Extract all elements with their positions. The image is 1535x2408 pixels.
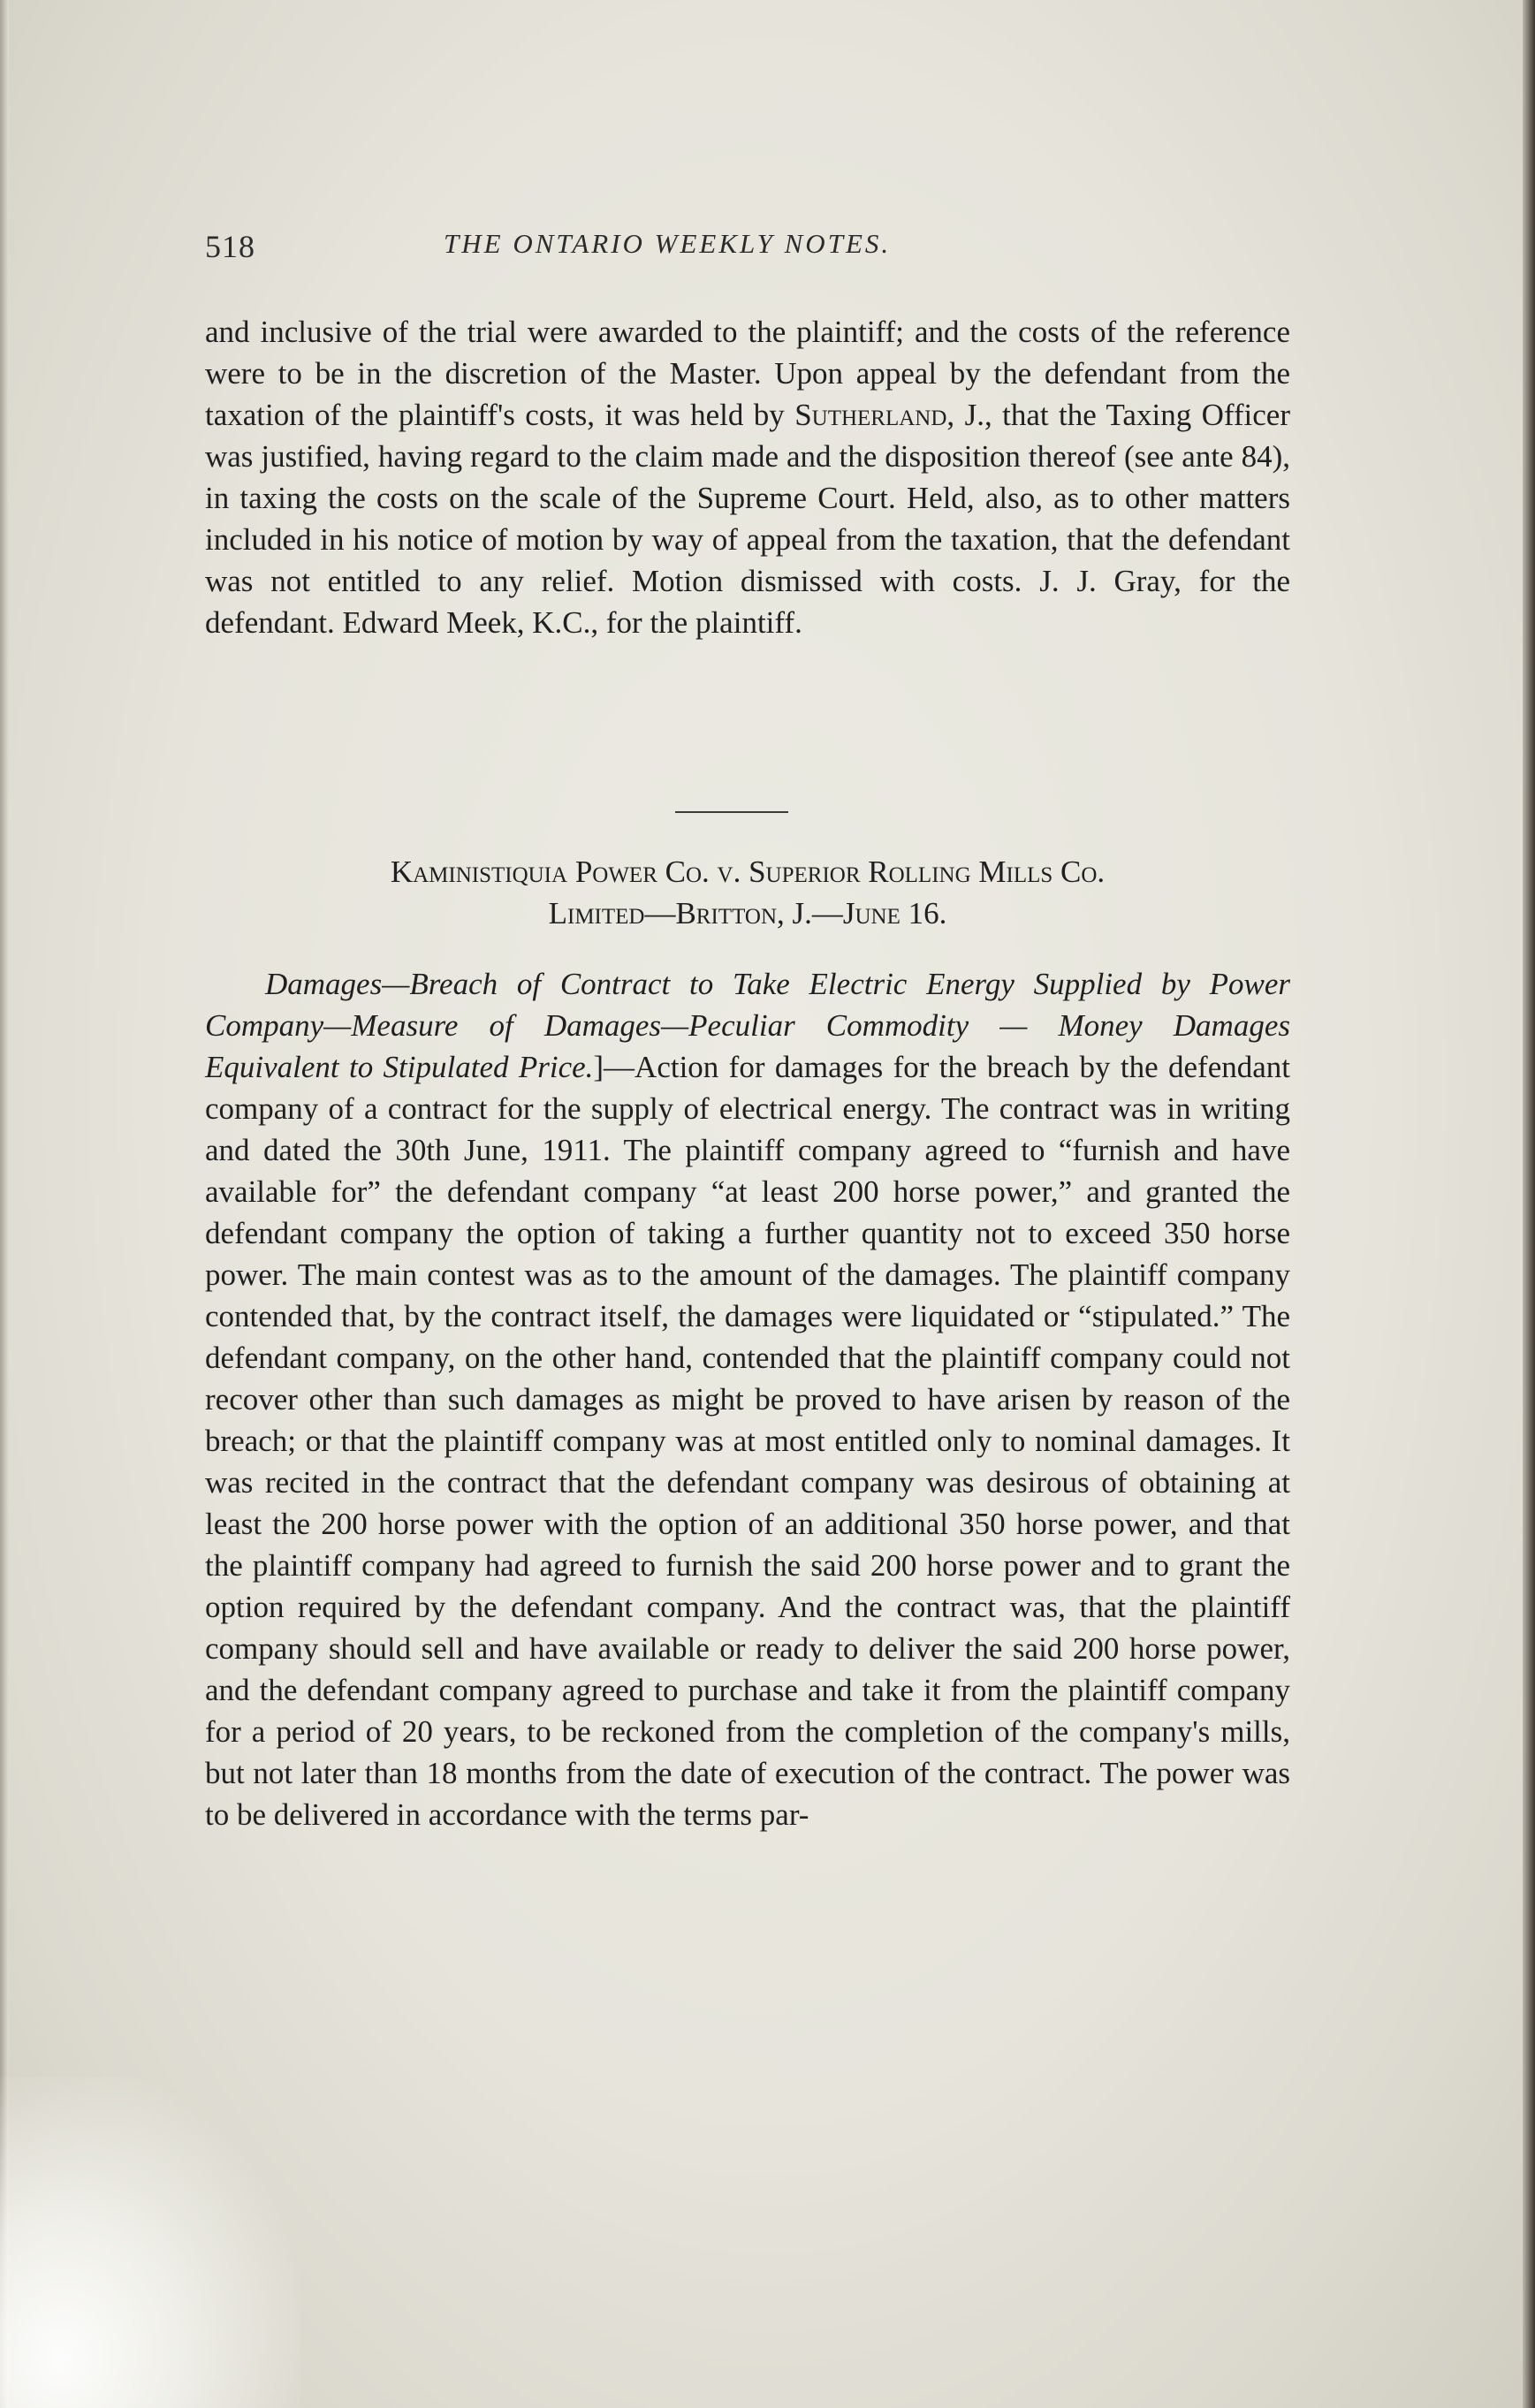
page-left-shadow [0,0,9,2408]
case-report-body: ]—Action for damages for the breach by the defendant company of a contract for the supply of electrical energy. The contract was in writing and dated the 30th June, 1911. The plaintiff company agreed to “furnish and have available for” the defendant company “at least 200 horse power,” and granted the defendant company the option of taking a further quantity not to exceed 350 horse power. The main contest was as to the amount of the damages. The plaintiff company contended that, by the contract itself, the damages were liquidated or “stipulated.” The defendant company, on the other hand, contended that the plaintiff company could not recover other than such damages as might be proved to have arisen by reason of the breach; or that the plaintiff company was at most entitled only to nominal damages. It was recited in the contract that the defendant company was desirous of obtaining at least the 200 horse power with the option of an additional 350 horse power, and that the plaintiff company had agreed to furnish the said 200 horse power and to grant the option required by the defendant company. And the contract was, that the plaintiff company should sell and have available or ready to deliver the said 200 horse power, and the defendant company agreed to purchase and take it from the plaintiff company for a period of 20 years, to be reckoned from the completion of the company's mills, but not later than 18 months from the date of execution of the contract. The power was to be delivered in accordance with the terms par- [205,1050,1290,1832]
paragraph-continued [205,311,1290,643]
journal-title: THE ONTARIO WEEKLY NOTES. [444,228,892,259]
headnote: Damages—Breach of Contract to Take Electric Energy Supplied by Power Company—Measure of Damages—Peculiar Commodity — Money Damages Equivalent to Stipulated Price. [205,967,1290,1084]
paragraph-continued-text-1: and inclusive of the trial were awarded to the plaintiff; and the costs of the reference were to be in the discretion of the Master. Upon appeal by the defendant from the taxation of the plaintiff's costs, it was held by [205,315,1290,432]
page-number: 518 [205,229,255,264]
scan-glare [0,2077,300,2408]
case-report-paragraph [205,963,1290,1835]
case-heading [205,851,1290,934]
case-court-date: Limited—Britton, J.—June 16. [548,896,947,931]
paragraph-continued-text-2: , J., that the Taxing Officer was justified, having regard to the claim made and the disposition thereof (see ante 84), in taxing the costs on the scale of the Supreme Court. Held, also, as to other matters included in his notice of motion by way of appeal from the taxation, that the defendant was not entitled to any relief. Motion dismissed with costs. J. J. Gray, for the defendant. Edward Meek, K.C., for the plaintiff. [205,398,1290,640]
page-right-shadow [1523,0,1535,2408]
section-separator [675,811,788,813]
running-head [205,228,1292,281]
judge-name: Sutherland [794,398,947,432]
case-title: Kaministiquia Power Co. v. Superior Rolling Mills Co. [390,855,1106,889]
